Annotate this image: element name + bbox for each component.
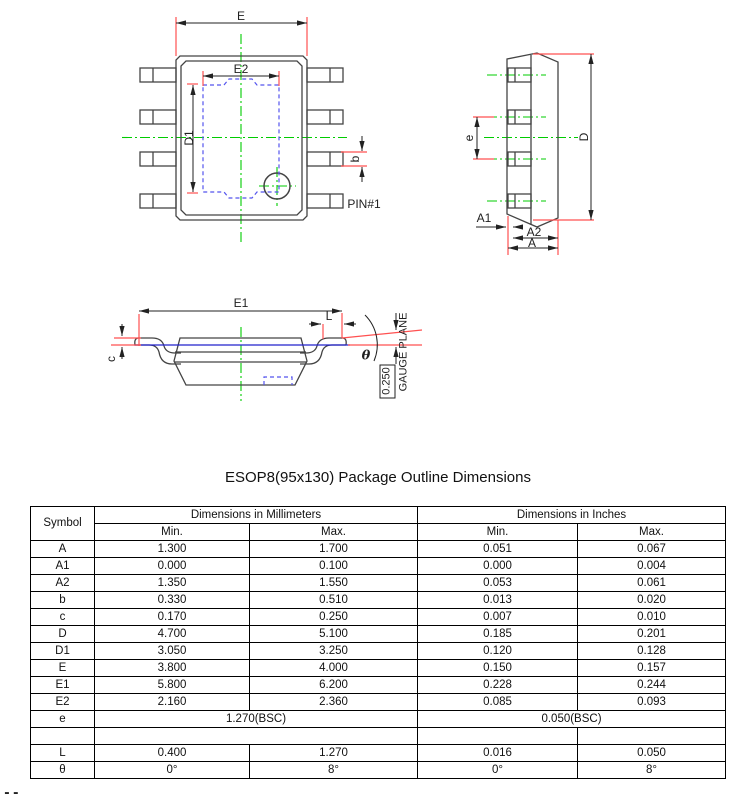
value-cell: 1.300 (95, 541, 250, 558)
symbol-cell: θ (31, 762, 95, 779)
value-cell: 6.200 (250, 677, 418, 694)
value-cell: 0.330 (95, 592, 250, 609)
value-cell: 0.053 (418, 575, 578, 592)
value-cell: 0.244 (578, 677, 726, 694)
value-cell (578, 728, 726, 745)
value-cell: 0.000 (95, 558, 250, 575)
dim-label-theta: θ (361, 348, 371, 364)
dim-label-c: c (104, 356, 118, 362)
value-cell: 0.228 (418, 677, 578, 694)
dim-label-E2: E2 (233, 62, 249, 76)
dim-label-D1: D1 (182, 130, 196, 146)
value-cell: 0.051 (418, 541, 578, 558)
value-cell: 3.250 (250, 643, 418, 660)
value-cell: 3.800 (95, 660, 250, 677)
value-cell: 1.270(BSC) (95, 711, 418, 728)
page-title: ESOP8(95x130) Package Outline Dimensions (225, 469, 531, 486)
value-cell (418, 728, 578, 745)
value-cell: 0.050 (578, 745, 726, 762)
header-mm-min: Min. (95, 524, 250, 541)
symbol-cell: b (31, 592, 95, 609)
dim-label-A1: A1 (476, 211, 492, 225)
value-cell: 0.128 (578, 643, 726, 660)
table-header-row (31, 507, 726, 524)
value-cell: 0.010 (578, 609, 726, 626)
value-cell: 0.016 (418, 745, 578, 762)
symbol-cell: E (31, 660, 95, 677)
value-cell: 2.360 (250, 694, 418, 711)
dim-label-A: A (527, 236, 537, 250)
value-cell: 1.350 (95, 575, 250, 592)
value-cell: 0.510 (250, 592, 418, 609)
dimensions-table-body (31, 541, 726, 779)
value-cell: 5.800 (95, 677, 250, 694)
value-cell: 0.050(BSC) (418, 711, 726, 728)
header-inch-max: Max. (578, 524, 726, 541)
symbol-cell (31, 728, 95, 745)
header-symbol: Symbol (31, 507, 95, 541)
value-cell: 4.700 (95, 626, 250, 643)
symbol-cell: e (31, 711, 95, 728)
value-cell: 0.120 (418, 643, 578, 660)
table-row (31, 643, 726, 660)
dim-label-e: e (462, 134, 476, 142)
value-cell: 5.100 (250, 626, 418, 643)
value-cell: 0.004 (578, 558, 726, 575)
symbol-cell: E2 (31, 694, 95, 711)
value-cell: 0° (418, 762, 578, 779)
value-cell: 1.700 (250, 541, 418, 558)
value-cell: 0.157 (578, 660, 726, 677)
table-row (31, 541, 726, 558)
dim-label-A2: A2 (526, 225, 542, 239)
dim-label-D: D (577, 132, 591, 142)
value-cell: 2.160 (95, 694, 250, 711)
header-inch-min: Min. (418, 524, 578, 541)
table-row (31, 626, 726, 643)
page-artifact: -- (3, 786, 21, 801)
dim-label-L: L (325, 309, 333, 323)
table-row (31, 745, 726, 762)
symbol-cell: L (31, 745, 95, 762)
table-row (31, 677, 726, 694)
table-row (31, 711, 726, 728)
symbol-cell: E1 (31, 677, 95, 694)
symbol-cell: A2 (31, 575, 95, 592)
gauge-plane-label: GAUGE PLANE (397, 312, 410, 392)
table-row (31, 592, 726, 609)
value-cell: 0.067 (578, 541, 726, 558)
gauge-offset-label: 0.250 (380, 367, 393, 395)
value-cell: 1.270 (250, 745, 418, 762)
value-cell (95, 728, 418, 745)
value-cell: 0.185 (418, 626, 578, 643)
value-cell: 0.201 (578, 626, 726, 643)
top-view (122, 17, 367, 243)
table-row (31, 660, 726, 677)
value-cell: 8° (578, 762, 726, 779)
pin1-label: PIN#1 (347, 197, 381, 211)
table-row (31, 694, 726, 711)
table-row (31, 558, 726, 575)
value-cell: 0.013 (418, 592, 578, 609)
value-cell: 0.085 (418, 694, 578, 711)
table-row (31, 575, 726, 592)
symbol-cell: D (31, 626, 95, 643)
value-cell: 0.000 (418, 558, 578, 575)
table-row (31, 762, 726, 779)
value-cell: 0.150 (418, 660, 578, 677)
symbol-cell: A (31, 541, 95, 558)
value-cell: 4.000 (250, 660, 418, 677)
value-cell: 8° (250, 762, 418, 779)
value-cell: 3.050 (95, 643, 250, 660)
symbol-cell: A1 (31, 558, 95, 575)
dim-label-E: E (236, 9, 246, 23)
table-row (31, 728, 726, 745)
symbol-cell: D1 (31, 643, 95, 660)
header-mm: Dimensions in Millimeters (95, 507, 418, 524)
dimensions-table (30, 506, 726, 779)
header-inch: Dimensions in Inches (418, 507, 726, 524)
value-cell: 0.020 (578, 592, 726, 609)
value-cell: 0.093 (578, 694, 726, 711)
value-cell: 0.400 (95, 745, 250, 762)
dim-label-b: b (348, 155, 362, 163)
value-cell: 0.100 (250, 558, 418, 575)
symbol-cell: c (31, 609, 95, 626)
table-subheader-row (31, 524, 726, 541)
value-cell: 0.061 (578, 575, 726, 592)
value-cell: 0° (95, 762, 250, 779)
value-cell: 1.550 (250, 575, 418, 592)
front-view (111, 311, 422, 401)
value-cell: 0.250 (250, 609, 418, 626)
dim-label-E1: E1 (233, 296, 249, 310)
value-cell: 0.007 (418, 609, 578, 626)
table-row (31, 609, 726, 626)
header-mm-max: Max. (250, 524, 418, 541)
value-cell: 0.170 (95, 609, 250, 626)
